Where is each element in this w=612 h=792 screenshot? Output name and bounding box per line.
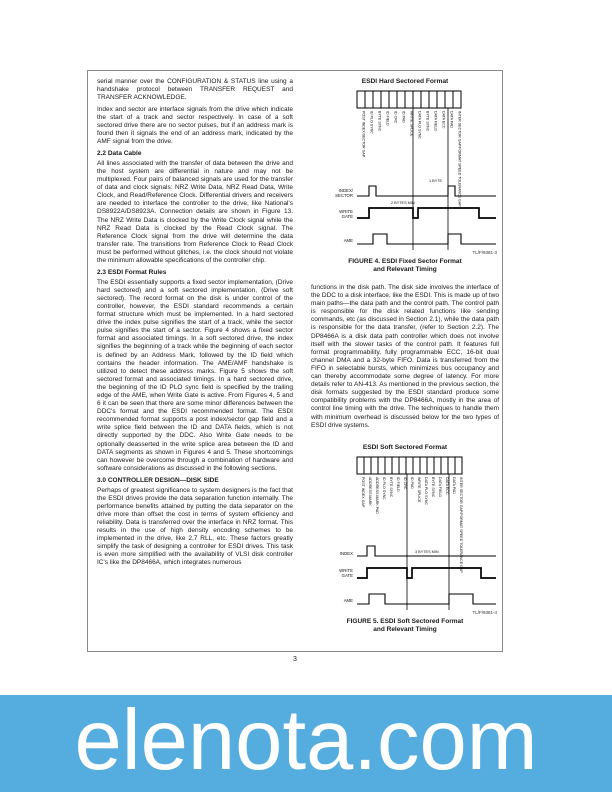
format-field-box — [445, 91, 453, 108]
doc-ref-number: TL/F/9381-4 — [472, 609, 497, 615]
paragraph: functions in the disk path. The disk side involves the interface of the DDC to a disk interface, like the ESDI. This is made up of two main paths—the data path and the control path. The control path is responsible for the disk related functions like sending commands, etc (as discussed in Section 2.1), while the data path is responsible for the data transfer, (refer to Section 2.2). The DP8466A is a disk data path controller which does not involve itself with the slower tasks of the control path. It features full format programmability, fully programmable ECC, 16-bit dual channel DMA and a 32-byte FIFO. Data is transferred from the FIFO in selectable bursts, which minimizes bus occupancy and can thereby accommodate some degree of latency. For more details refer to AN-413. As mentioned in the previous section, the disk formats suggested by the ESDI standard produce some compatibility problems with the DP8466A, mostly in the area of control line timing with the drive. The techniques to handle them with minimum overhead is discussed below for the two types of ESDI drive systems. — [311, 284, 499, 429]
section-heading-3-0: 3.0 CONTROLLER DESIGN—DISK SIDE — [97, 476, 219, 484]
signal-label: WRITE — [339, 567, 353, 573]
format-field-box — [406, 457, 413, 474]
figure-title: ESDI Hard Sectored Format — [361, 78, 449, 85]
page-content-frame — [87, 70, 503, 652]
format-field-box — [448, 457, 455, 474]
format-field-label: ADDRESS MARK — [367, 476, 372, 506]
format-field-label: DATA PLO SYNC — [417, 111, 422, 140]
format-field-box — [413, 457, 420, 474]
format-field-box — [378, 457, 385, 474]
waveform-writegate — [357, 568, 496, 578]
format-field-label: ID FIELD — [385, 111, 390, 126]
format-field-box — [413, 91, 421, 108]
format-field-box — [373, 91, 381, 108]
format-field-box — [437, 91, 445, 108]
format-field-box — [420, 457, 427, 474]
format-field-box — [365, 91, 373, 108]
format-field-box — [371, 457, 378, 474]
figure-4-esdi-hard-sectored — [311, 78, 499, 280]
format-field-label: DATA PAD — [449, 111, 454, 128]
figure-caption-line1: FIGURE 4. ESDI Fixed Sector Format — [348, 258, 462, 265]
format-field-label: INTER SECTOR GAP/FORMAT SPEED TOLERANCE GAP — [458, 476, 463, 573]
format-field-label: DATA FIELD — [437, 476, 442, 497]
waveform-writegate — [357, 208, 496, 218]
format-field-label: BYTE SYNC — [388, 476, 393, 498]
figure-caption-line2: and Relevant Timing — [373, 266, 437, 273]
format-field-box — [392, 457, 399, 474]
format-field-label: ID PLO SYNC — [369, 111, 374, 134]
format-field-box — [434, 457, 441, 474]
format-field-box — [399, 457, 406, 474]
signal-label: SECTOR — [335, 193, 353, 198]
waveform-ame — [357, 234, 496, 244]
format-field-label: INTER SECTOR GAP/FORMAT SPEED TOLERANCE GAP — [457, 111, 462, 207]
format-field-label: DATA PAD — [451, 476, 456, 494]
figure-caption — [311, 258, 499, 274]
figure-title: ESDI Soft Sectored Format — [362, 443, 448, 451]
format-field-label: BYTE SYNC — [430, 476, 435, 498]
format-field-label: ID PLO SYNC — [381, 476, 386, 500]
signal-label: AME — [343, 238, 353, 243]
format-field-label: ID PAD — [409, 476, 414, 489]
figure-4-diagram — [311, 78, 499, 280]
paragraph: serial manner over the CONFIGURATION & STATUS line using a handshake protocol between TRANSFER REQUEST and TRANSFER ACKNOWLEDGE. — [97, 78, 293, 102]
format-field-label: DATA PLO SYNC — [423, 476, 428, 505]
format-field-box — [453, 91, 461, 108]
format-field-box — [381, 91, 389, 108]
page-number: 3 — [293, 656, 297, 663]
format-field-box — [364, 457, 371, 474]
format-field-label: DATA ECC — [444, 476, 449, 495]
format-field-box — [441, 457, 448, 474]
waveform-indexsector — [357, 186, 496, 196]
paragraph: The ESDI essentially supports a fixed sector implementation, (Drive hard sectored) and a soft sectored implementation, (Drive soft sectored). The record format on the disk is under control of the controller, however, the ESDI standard recommends a certain format structure which must be implemented. In a hard sectored drive the index pulse signifies the start of a track, while the sector pulse signifies the start of a sector. Figure 4 shows a fixed sector format and associated timings. In a soft sectored drive, the index signifies the beginning of a track while the beginning of each sector is defined by an Address Mark, followed by the ID field which contains the header information. The AME/AMF handshake is utilized to detect these address marks. Figure 5 shows the soft sectored format and associated timings. In a hard sectored drive, the beginning of the ID PLO sync field is specified by the trailing edge of the AME, when Write Gate is active. From Figures 4, 5 and 6 it can be seen that there are some minor differences between the DDC's format and the ESDI recommended format. The ESDI recommended format supports a post index/sector gap field and a write splice field between the ID and DATA fields, which is not directly supported by the DDC. Also Write Gate needs to be optionally deasserted in the write splice area between the ID and DATA segments as shown in Figures 4 and 5. These shortcomings can however be overcome through a combination of hardware and software considerations as discussed in the following sections. — [97, 278, 293, 472]
signal-label: WRITE — [339, 209, 353, 214]
format-field-label: POST INDEX/SECTOR GAP — [361, 111, 366, 158]
format-field-box — [397, 91, 405, 108]
format-field-label: WRITE SPLICE — [409, 111, 414, 137]
format-field-box — [385, 457, 392, 474]
figure-5-diagram — [311, 444, 499, 639]
format-field-box — [357, 91, 365, 108]
format-field-box — [421, 91, 429, 108]
format-field-box — [389, 91, 397, 108]
format-field-box — [455, 457, 462, 474]
format-field-label: ID CRC — [402, 476, 407, 490]
watermark-banner — [0, 695, 612, 792]
watermark-text: elenota.com — [74, 693, 538, 788]
section-heading-2-3: 2.3 ESDI Format Rules — [97, 269, 167, 277]
format-field-label: WRITE SPLICE — [416, 476, 421, 503]
format-field-label: ID CRC — [393, 111, 398, 124]
signal-label: GATE — [341, 214, 353, 219]
format-field-label: POST INDEX GAP — [360, 476, 365, 507]
format-field-box — [429, 91, 437, 108]
section-heading-2-2: 2.2 Data Cable — [97, 150, 142, 158]
signal-label: INDEX — [339, 550, 353, 556]
signal-label: GATE — [341, 572, 353, 578]
format-field-label: ID FIELD — [395, 476, 400, 492]
waveform-ame — [357, 594, 496, 604]
timing-annotation: 1 BYTE — [429, 179, 443, 183]
left-text-column — [97, 78, 293, 571]
format-field-label: DATA FIELD — [433, 111, 438, 132]
timing-annotation: 3 BYTES MIN — [415, 549, 439, 554]
timing-annotation: 2 BYTES MIN — [391, 201, 415, 205]
doc-ref-number: TL/F/9381-3 — [472, 250, 497, 255]
paragraph: All lines associated with the transfer of data between the drive and the host system are differential in nature and may not be multiplexed. Four pairs of balanced signals are used for the transfer of data and clock signals: NRZ Write Data, NRZ Read Data, Write Clock, and Read/Reference Clock. Differential drivers and receivers are needed to interface the controller to the drive, like National's DS8922A/DS8923A. Connection details are shown in Figure 13. The NRZ Write Data is clocked by the Write Clock signal while the NRZ Read Data is clocked by the Read Clock signal. The Reference Clock signal from the drive will determine the data transfer rate. The transitions from Reference Clock to Read Clock must be performed without glitches, i.e. the clock should not violate the minimum allowable specifications of the controller chip. — [97, 159, 293, 264]
format-field-label: BYTE SYNC — [377, 111, 382, 132]
figure-5-esdi-soft-sectored — [311, 444, 499, 639]
right-text-column — [311, 78, 499, 639]
format-field-box — [405, 91, 413, 108]
signal-label: AME — [343, 597, 353, 603]
format-field-label: DATA ECC — [441, 111, 446, 129]
figure-caption — [311, 618, 499, 634]
figure-caption-line1: FIGURE 5. ESDI Soft Sectored Format — [346, 617, 464, 625]
signal-label: INDEX/ — [338, 188, 353, 193]
format-field-label: ID PAD — [401, 111, 406, 123]
format-field-label: BYTE SYNC — [425, 111, 430, 132]
paragraph: Index and sector are interface signals from the drive which indicate the start of a track and sector respectively. In case of a soft sectored drive there are no sector pulses, but if an address mark is found then it signals the end of an address mark, indicated by the AMF signal from the drive. — [97, 105, 293, 146]
figure-caption-line2: and Relevant Timing — [373, 625, 437, 633]
paragraph: Perhaps of greatest significance to system designers is the fact that the ESDI drives provide the data separation function internally. The performance benefits attained by putting the data separator on the drive more than offset the cost in terms of system efficiency and reliability. Data is transferred over the interface in NRZ format. This results in the use of high density encoding schemes to be implemented in the drive, like 2,7 RLL, etc. These factors greatly simplify the task of designing a controller for ESDI drives. This task is even more simplified with the availability of VLSI disk controller IC's like the DP8466A, which integrates numerous — [97, 486, 293, 567]
format-field-box — [427, 457, 434, 474]
format-field-box — [357, 457, 364, 474]
format-field-label: ADDRESS MARK PAD — [374, 476, 379, 514]
